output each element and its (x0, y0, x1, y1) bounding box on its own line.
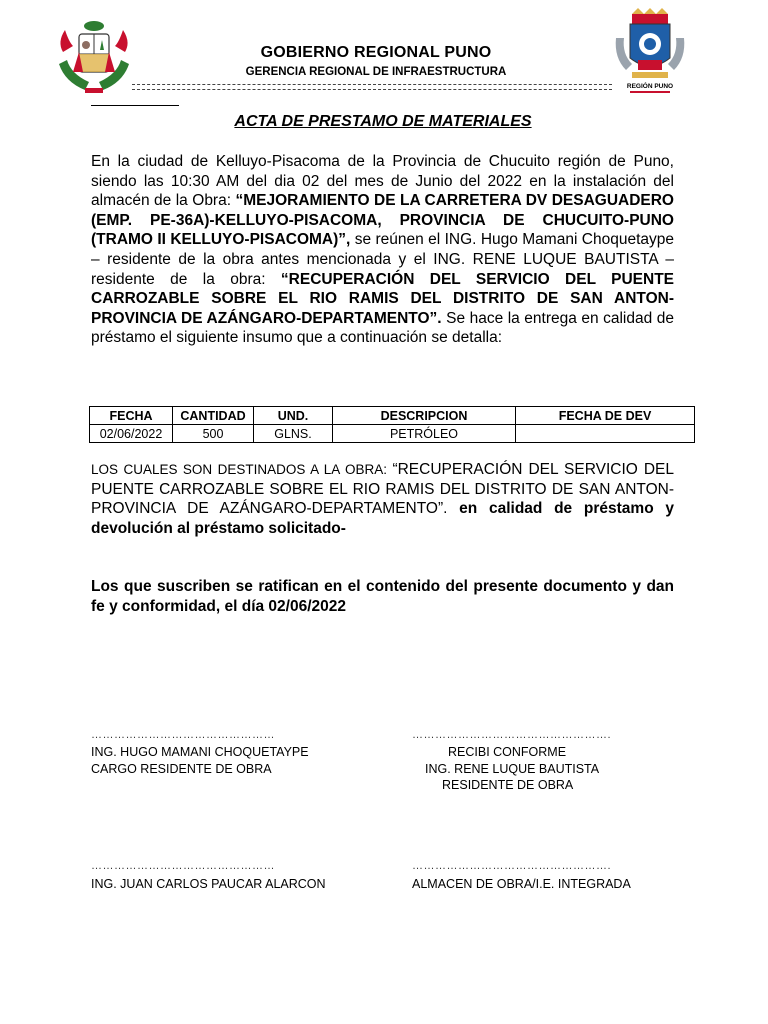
peru-coat-of-arms-icon (55, 12, 133, 96)
cell-und: GLNS. (254, 425, 333, 443)
region-puno-logo-icon (612, 8, 688, 96)
paragraph-destination (91, 460, 674, 538)
signer-1-role: CARGO RESIDENTE DE OBRA (91, 762, 272, 776)
col-cantidad: CANTIDAD (173, 407, 254, 425)
signer-2-role: RESIDENTE DE OBRA (442, 778, 574, 792)
intro-text-3: residente de la obra antes mencionada y el ING. RENE LUQUE BAUTISTA – residente de la obra: (91, 250, 674, 288)
destination-project: “RECUPERACIÓN DEL SERVICIO DEL PUENTE CARROZABLE SOBRE EL RIO RAMIS DEL DISTRITO DE SAN ANTON- PROVINCIA DE AZÁNGARO-DEPARTAMENTO”. (91, 461, 674, 518)
intro-project-name: “MEJORAMIENTO DE LA CARRETERA DV DESAGUADERO (EMP. PE-36A)-KELLUYO-PISACOMA, PROVINCIA DE CHUCUITO-PUNO (TRAMO II KELLUYO-PISACOMA)”, (91, 192, 674, 249)
intro-text-2: se reúnen el ING. Hugo Mamani Choquetaype – (91, 231, 674, 268)
destination-text-2: en calidad de préstamo y devolución al préstamo solicitado- (91, 500, 674, 537)
signature-line-3: ………………………………………… (91, 860, 275, 872)
signature-line-1: ………………………………………… (91, 729, 275, 741)
signer-1-name: ING. HUGO MAMANI CHOQUETAYPE (91, 745, 309, 759)
cell-fecha-dev (516, 425, 695, 443)
intro-second-project: “RECUPERACIÓN DEL SERVICIO DEL PUENTE CARROZABLE SOBRE EL RIO RAMIS DEL DISTRITO DE SAN ANTON- PROVINCIA DE AZÁNGARO-DEPARTAMENTO”. (91, 270, 674, 327)
materials-table (89, 406, 695, 443)
region-puno-label: REGIÓN PUNO (626, 83, 674, 90)
table-row (90, 425, 695, 443)
header-divider (132, 84, 612, 90)
signer-4-name: ALMACEN DE OBRA/I.E. INTEGRADA (412, 877, 631, 891)
header-subtitle: GERENCIA REGIONAL DE INFRAESTRUCTURA (245, 66, 507, 78)
table-header-row (90, 407, 695, 425)
destination-text-1: LOS CUALES SON DESTINADOS A LA OBRA: (91, 462, 393, 477)
header-title: GOBIERNO REGIONAL PUNO (260, 44, 492, 61)
col-descripcion: DESCRIPCION (333, 407, 516, 425)
signer-3-name: ING. JUAN CARLOS PAUCAR ALARCON (91, 877, 326, 891)
intro-text-1: En la ciudad de Kelluyo-Pisacoma de la Provincia de Chucuito región de Puno, siendo las 10:30 AM del dia 02 del mes de Junio del 2022 en la instalación del almacén de la Obra: (91, 153, 674, 210)
paragraph-ratification: Los que suscriben se ratifican en el contenido del presente documento y dan fe y conformidad, el día 02/06/2022 (91, 578, 674, 615)
paragraph-intro (91, 152, 674, 348)
intro-text-4: Se hace la entrega en calidad de préstamo el siguiente insumo que a continuación se detalla: (91, 309, 674, 347)
cell-fecha: 02/06/2022 (90, 425, 173, 443)
header-short-line (91, 105, 179, 106)
document-title: ACTA DE PRESTAMO DE MATERIALES (234, 113, 532, 130)
signature-line-4: ……………………………………………. (412, 860, 612, 872)
cell-descripcion: PETRÓLEO (333, 425, 516, 443)
cell-cantidad: 500 (173, 425, 254, 443)
signature-line-2: ……………………………………………. (412, 729, 612, 741)
signer-2-label: RECIBI CONFORME (448, 745, 567, 759)
col-fecha-dev: FECHA DE DEV (516, 407, 695, 425)
col-fecha: FECHA (90, 407, 173, 425)
col-und: UND. (254, 407, 333, 425)
signer-2-name: ING. RENE LUQUE BAUTISTA (425, 762, 600, 776)
